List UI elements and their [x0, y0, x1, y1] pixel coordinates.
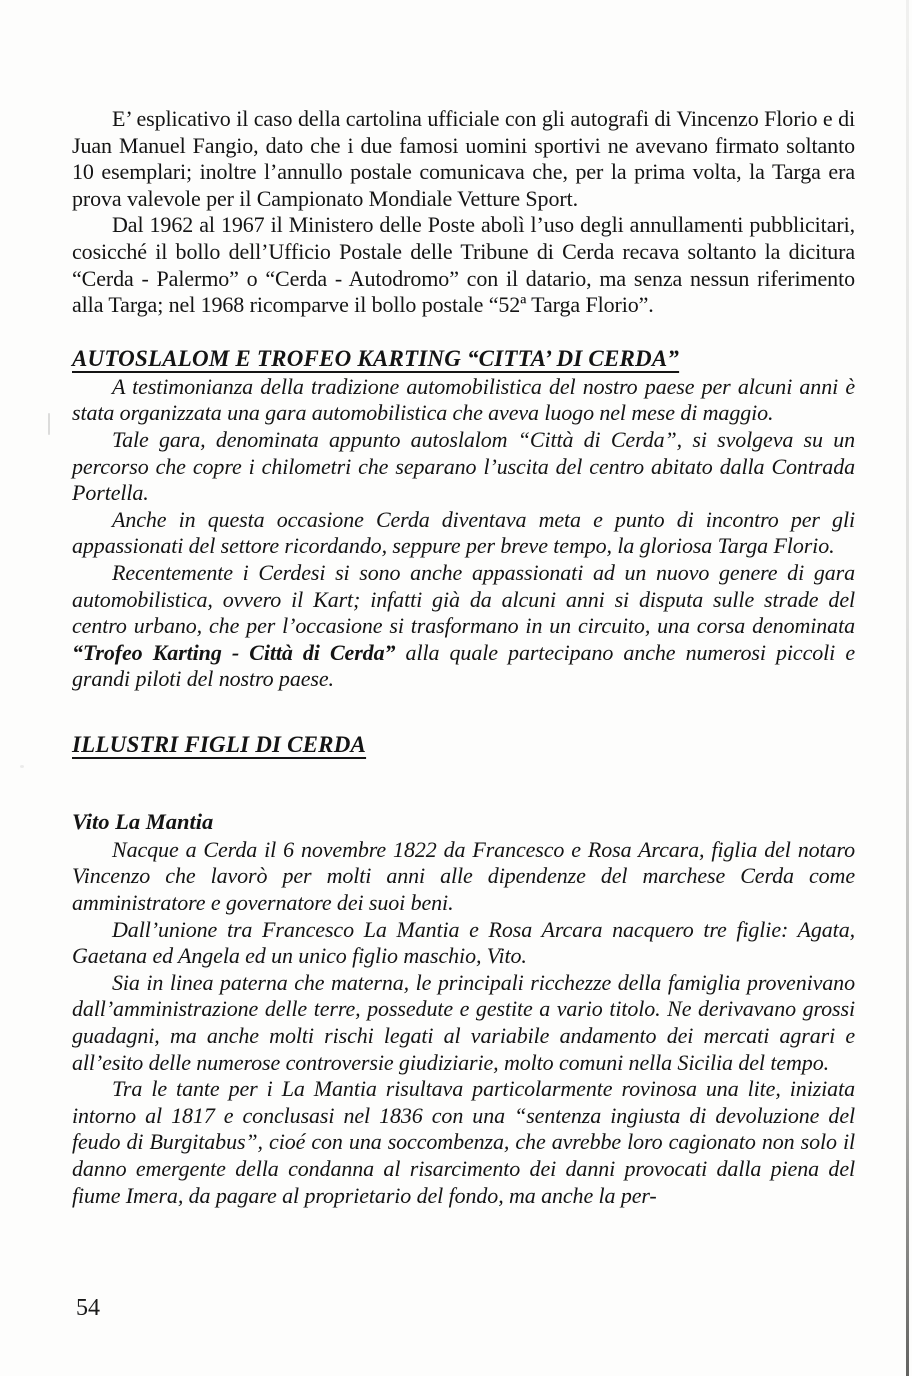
autoslalom-paragraph-4-text: Recentemente i Cerdesi si sono anche appassionati ad un nuovo genere di gara automobilistica, ovvero il Kart; infatti già da alcuni anni si disputa sulle strade del centro urbano, che per l’occasione si trasformano in un circuito, una corsa denominata — [72, 559, 855, 639]
autoslalom-paragraph-4-tail: alla quale partecipano anche numerosi piccoli e grandi piloti del nostro paese. — [72, 639, 855, 692]
illustri-paragraph-2: Dall’unione tra Francesco La Mantia e Rosa Arcara nacquero tre figlie: Agata, Gaetana ed Angela ed un unico figlio maschio, Vito. — [72, 916, 855, 969]
section-heading-illustri: ILLUSTRI FIGLI DI CERDA — [72, 731, 367, 757]
autoslalom-paragraph-3: Anche in questa occasione Cerda diventava meta e punto di incontro per gli appassionati del settore ricordando, seppure per breve tempo, la gloriosa Targa Florio. — [72, 506, 855, 559]
scan-page-edge-shadow — [906, 0, 909, 1376]
page-number: 54 — [76, 1295, 100, 1321]
intro-paragraph-1: E’ esplicativo il caso della cartolina ufficiale con gli autografi di Vincenzo Florio e di Juan Manuel Fangio, dato che i due famosi uomini sportivi ne avevano firmato soltanto 10 esemplari; inoltre l’annullo postale comunicava che, per la prima volta, la Targa era prova valevole per il Campionato Mondiale Vetture Sport. — [72, 106, 855, 211]
illustri-paragraph-4: Tra le tante per i La Mantia risultava particolarmente rovinosa una lite, iniziata intorno al 1817 e conclusasi nel 1836 con una “sentenza ingiusta di devoluzione del feudo di Burgitabus”, cioé con una soccombenza, che avrebbe loro cagionato non solo il danno emergente della condanna al risarcimento dei danni provocati dalla piena del fiume Imera, da pagare al proprietario del fondo, ma anche la per- — [72, 1076, 855, 1208]
illustri-paragraph-3: Sia in linea paterna che materna, le principali ricchezze della famiglia provenivano dall’amministrazione delle terre, possedute e gestite a vario titolo. Ne derivavano grossi guadagni, ma anche molti rischi legati al variabile andamento dei mercati agrari e all’esito delle numerose controversie giudiziarie, molto comuni nella Sicilia del tempo. — [72, 969, 855, 1075]
scan-speck — [20, 765, 24, 768]
autoslalom-paragraph-2: Tale gara, denominata appunto autoslalom “Città di Cerda”, si svolgeva su un percorso che copre i chilometri che separano l’uscita del centro abitato dalla Contrada Portella. — [72, 426, 855, 506]
trofeo-karting-bold-title: “Trofeo Karting - Città di Cerda” — [72, 639, 396, 665]
intro-paragraph-2: Dal 1962 al 1967 il Ministero delle Poste abolì l’uso degli annullamenti pubblicitari, cosicché il bollo dell’Ufficio Postale delle Tribune di Cerda recava soltanto la dicitura “Cerda - Palermo” o “Cerda - Autodromo” con il datario, ma senza nessun riferimento alla Targa; nel 1968 ricomparve il bollo postale “52ª Targa Florio”. — [72, 212, 855, 318]
section-heading-autoslalom: AUTOSLALOM E TROFEO KARTING “CITTA’ DI CERDA” — [72, 345, 680, 371]
autoslalom-paragraph-1: A testimonianza della tradizione automobilistica del nostro paese per alcuni anni è stata organizzata una gara automobilistica che aveva luogo nel mese di maggio. — [72, 373, 855, 426]
sub-heading-vito-la-mantia: Vito La Mantia — [72, 808, 214, 834]
text-column — [72, 106, 855, 1209]
scan-margin-mark — [48, 413, 50, 435]
illustri-paragraph-1: Nacque a Cerda il 6 novembre 1822 da Francesco e Rosa Arcara, figlia del notaro Vincenzo che lavorò per molti anni alle dipendenze del marchese Cerda come amministratore e governatore dei suoi beni. — [72, 836, 855, 916]
autoslalom-paragraph-4 — [72, 560, 855, 693]
